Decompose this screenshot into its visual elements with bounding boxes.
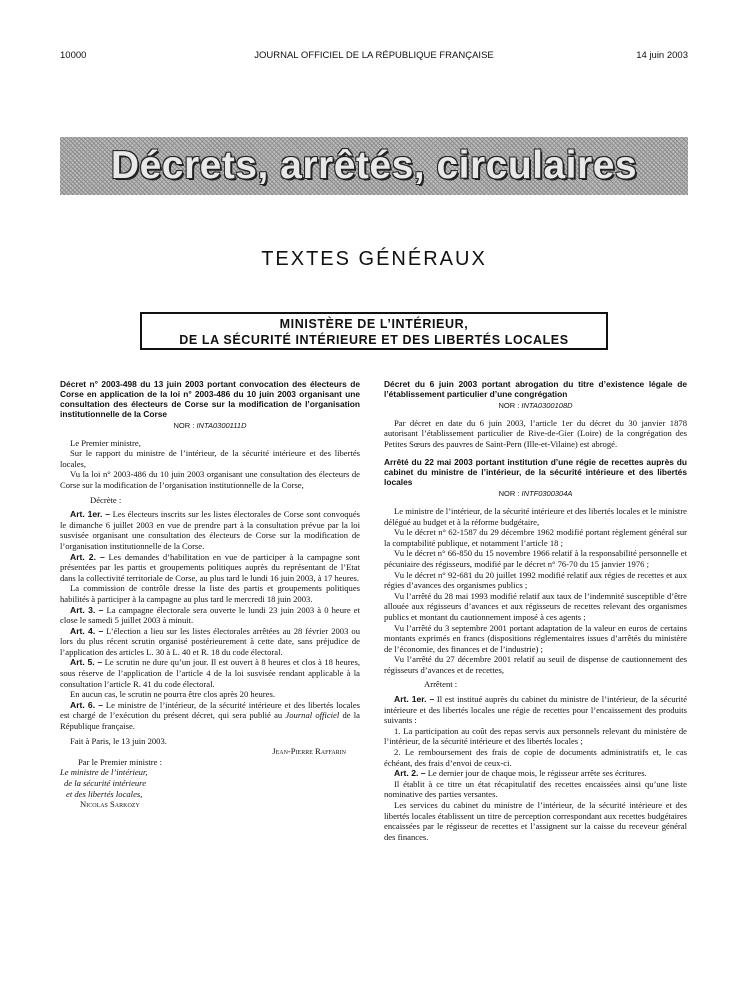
article-label: Art. 6. – <box>70 699 104 710</box>
paragraph: La commission de contrôle dresse la liste des partis et groupements politiques habilités à participer à la campagne au plus tard le mercredi 18 juin 2003. <box>60 583 360 604</box>
article-label: Art. 5. – <box>70 657 103 668</box>
right-column <box>384 379 687 842</box>
nor-code: INTA0300108D <box>521 401 573 410</box>
article-1 <box>60 509 360 551</box>
article-text: Les électeurs inscrits sur les listes électorales de Corse sont convoqués le dimanche 6 juillet 2003 en vue de prendre part à la consultation prévue par la loi susvisée organisant une consultation des électeurs de Corse sur la modification de l’organisation institutionnelle de la Corse. <box>60 509 361 551</box>
article-text: de la République française. <box>60 710 360 732</box>
nor-reference <box>60 421 360 432</box>
issue-date: 14 juin 2003 <box>636 50 688 61</box>
paragraph: Vu le décret n° 66-850 du 15 novembre 1966 relatif à la responsabilité personnelle et pécuniaire des régisseurs, modifié par le décret n° 76-70 du 15 janvier 1976 ; <box>384 548 687 569</box>
minister-title: et des libertés locales, <box>66 788 143 799</box>
paragraph: Les services du cabinet du ministre de l’intérieur, de la sécurité intérieure et des libertés locales établissent un titre de perception correspondant aux recettes budgétaires encaissées par le régisseur de recettes et l’assignent sur la caisse du receveur général des finances. <box>384 800 687 842</box>
par-le-premier-ministre: Par le Premier ministre : <box>78 756 163 767</box>
paragraph: Vu l’arrêté du 27 décembre 2001 relatif au seuil de dispense de cautionnement des régisseurs d’avances et de recettes, <box>384 654 687 675</box>
paragraph: Vu le décret n° 62-1587 du 29 décembre 1962 modifié portant règlement général sur la comptabilité publique, et notamment l’article 18 ; <box>384 527 687 548</box>
paragraph: Le Premier ministre, <box>70 437 141 448</box>
minister-title: de la sécurité intérieure <box>64 778 147 788</box>
journal-title: JOURNAL OFFICIEL DE LA RÉPUBLIQUE FRANÇAISE <box>254 50 494 61</box>
paragraph: Le ministre de l’intérieur, de la sécurité intérieure et des libertés locales et le ministre délégué au budget et à la réforme budgétaire, <box>384 505 687 527</box>
left-column <box>60 379 360 810</box>
article-text: La campagne électorale sera ouverte le lundi 23 juin 2003 à 0 heure et close le samedi 5 juillet 2003 à minuit. <box>60 604 360 626</box>
list-item: 1. La participation au coût des repas servis aux personnels relevant du ministère de l’intérieur, de la sécurité intérieure et des libertés locales ; <box>384 725 687 747</box>
article-4 <box>60 626 360 658</box>
date-place: Fait à Paris, le 13 juin 2003. <box>70 735 167 746</box>
journal-reference: Journal officiel <box>285 710 340 721</box>
page-number: 10000 <box>60 50 87 61</box>
paragraph: Il établit à ce titre un état récapitulatif des recettes encaissées ainsi qu’une liste nominative des parties versantes. <box>384 778 687 800</box>
ministry-box <box>140 312 608 350</box>
nor-code: INTF0300304A <box>521 489 573 499</box>
article-1 <box>384 694 687 726</box>
nor-label: NOR : <box>498 489 520 499</box>
nor-reference <box>384 489 687 500</box>
paragraph: Vu l’arrêté du 3 septembre 2001 portant adaptation de la valeur en euros de certains montants exprimés en francs (dispositions réglementaires issues d’arrêtés du ministère de l’économie, des finances et de l’industrie) ; <box>384 622 687 654</box>
ministry-line-2: DE LA SÉCURITÉ INTÉRIEURE ET DES LIBERTÉS LOCALES <box>179 333 569 347</box>
paragraph: Sur le rapport du ministre de l’intérieur, de la sécurité intérieure et des libertés locales, <box>60 448 360 469</box>
article-text: Les demandes d’habilitation en vue de participer à la campagne sont présentées par les partis et groupements politiques auprès du représentant de l’Etat dans la collectivité territoriale de Corse, au plus tard le lundi 16 juin 2003, à 17 heures. <box>60 551 360 583</box>
signatory: Jean-Pierre Raffarin <box>272 746 346 757</box>
article-text: Le dernier jour de chaque mois, le régisseur arrête ses écritures. <box>427 768 647 779</box>
paragraph: Vu le décret n° 92-681 du 20 juillet 1992 modifié relatif aux régies de recettes et aux régies d’avances des organismes publics ; <box>384 569 687 591</box>
arrete-title: Arrêté du 22 mai 2003 portant institution d’une régie de recettes auprès du cabinet du ministre de l’intérieur, de la sécurité intérieure et des libertés locales <box>384 457 687 488</box>
arretent-label: Arrêtent : <box>424 679 458 690</box>
article-6 <box>60 700 360 732</box>
decree-title: Décret du 6 juin 2003 portant abrogation du titre d’existence légale de l’établissement particulier d’une congrégation <box>384 379 687 399</box>
article-text: L’élection a lieu sur les listes électorales arrêtées au 28 février 2003 ou lors du plus récent scrutin organisé postérieurement à cette date, sans préjudice de l’application des articles L. 30 à L. 40 et R. 18 du code électoral. <box>60 625 360 657</box>
article-text: Le scrutin ne dure qu’un jour. Il est ouvert à 8 heures et clos à 18 heures, sous réserve de l’application de l’article 4 de la loi susvisée rendant applicable à la consultation l’article R. 41 du code électoral. <box>60 657 360 689</box>
minister-name: Nicolas Sarkozy <box>80 799 140 810</box>
article-label: Art. 2. – <box>70 551 105 562</box>
decrete-label: Décrète : <box>90 494 122 505</box>
section-heading: TEXTES GÉNÉRAUX <box>261 248 487 270</box>
paragraph: Vu l’arrêté du 28 mai 1993 modifié relatif aux taux de l’indemnité susceptible d’être allouée aux régisseurs d’avances et aux régisseurs de recettes relevant des organismes publics et montant du cautionnement imposé à ces agents ; <box>384 590 687 622</box>
paragraph: Par décret en date du 6 juin 2003, l’article 1er du décret du 30 janvier 1878 autorisant l’établissement particulier de Rive-de-Gier (Loire) de la congrégation des Petites Sœurs des pauvres de Saint-Pern (Ille-et-Vilaine) est abrogé. <box>384 417 687 449</box>
decree-title: Décret n° 2003-498 du 13 juin 2003 portant convocation des électeurs de Corse en application de la loi n° 2003-486 du 10 juin 2003 organisant une consultation des électeurs de Corse sur la modification de l’organisation institutionnelle de la Corse <box>60 379 360 419</box>
list-item: 2. Le remboursement des frais de copie de documents administratifs et, le cas échéant, des frais d’envoi de ceux-ci. <box>384 747 687 768</box>
article-5 <box>60 657 360 689</box>
article-2 <box>60 552 360 584</box>
nor-code: INTA0300111D <box>196 421 247 430</box>
article-label: Art. 1er. – <box>394 694 435 705</box>
nor-label: NOR : <box>173 421 195 430</box>
banner <box>60 137 688 195</box>
paragraph: En aucun cas, le scrutin ne pourra être clos après 20 heures. <box>70 689 275 700</box>
article-label: Art. 4. – <box>70 625 104 636</box>
article-3 <box>60 605 360 626</box>
nor-label: NOR : <box>498 401 520 410</box>
article-label: Art. 3. – <box>70 604 104 615</box>
article-label: Art. 1er. – <box>70 509 111 520</box>
paragraph: Vu la loi n° 2003-486 du 10 juin 2003 organisant une consultation des électeurs de Corse sur la modification de l’organisation institutionnelle de la Corse, <box>60 469 360 490</box>
banner-title: Décrets, arrêtés, circulaires <box>110 144 638 187</box>
article-text: Le ministre de l’intérieur, de la sécurité intérieure et des libertés locales est chargé de l’exécution du présent décret, qui sera publié au <box>60 699 361 721</box>
article-2 <box>384 768 687 779</box>
article-label: Art. 2. – <box>394 768 426 779</box>
ministry-line-1: MINISTÈRE DE L’INTÉRIEUR, <box>279 317 469 331</box>
nor-reference <box>384 401 687 412</box>
minister-title: Le ministre de l’intérieur, <box>60 767 148 778</box>
article-text: Il est institué auprès du cabinet du ministre de l’intérieur, de la sécurité intérieure et des libertés locales une régie de recettes pour l’encaissement des produits suivants : <box>384 694 688 726</box>
